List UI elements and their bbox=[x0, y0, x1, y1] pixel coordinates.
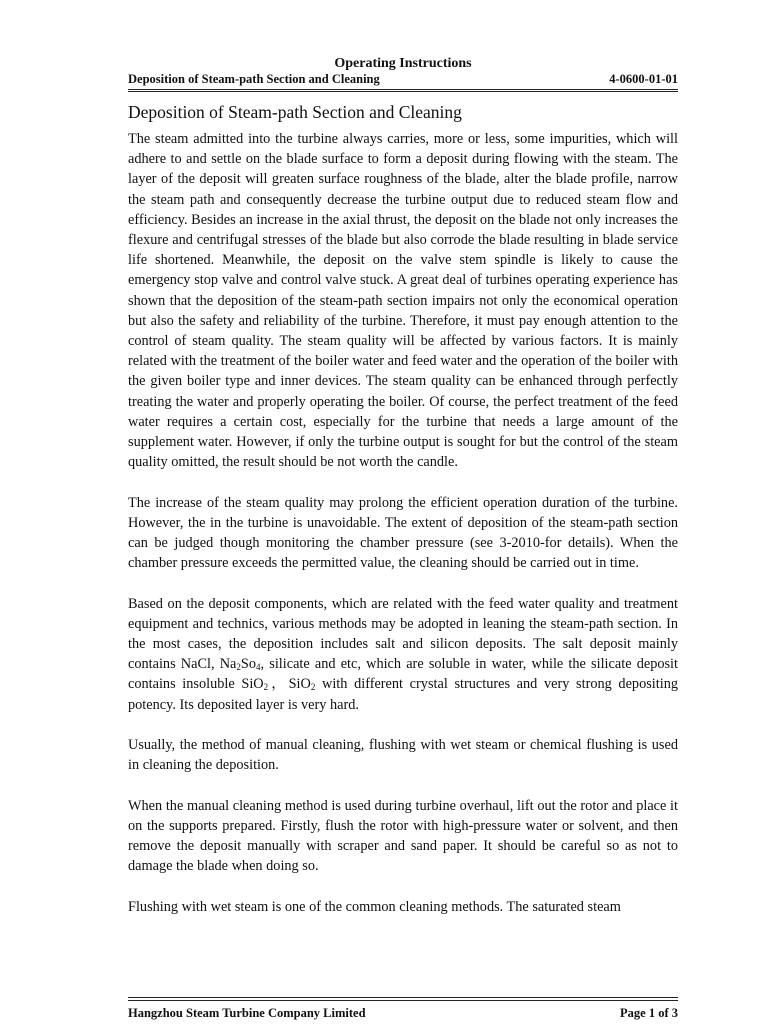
paragraph-5: When the manual cleaning method is used during turbine overhaul, lift out the rotor and place it on the supports prepared. Firstly, flush the rotor with high-pressure water or solvent, and then remove the deposit manually with scraper and sand paper. It should be careful so as not to damage the blade when doing so. bbox=[128, 797, 678, 875]
paragraph-3-text-e: with different crystal structures and very strong depositing potency. Its deposited layer is very hard. bbox=[128, 676, 679, 713]
paragraph-3-text-c: , silicate and etc, which are soluble in water, while the silicate deposit contains insoluble SiO bbox=[128, 656, 679, 693]
footer-page-number: Page 1 of 3 bbox=[620, 1006, 678, 1020]
paragraph-3-text-d: ，SiO bbox=[268, 676, 311, 693]
subscript: 4 bbox=[256, 662, 261, 673]
paragraph-2: The increase of the steam quality may prolong the efficient operation duration of the turbine. However, the in the turbine is unavoidable. The extent of deposition of the steam-path section can be judged though monitoring the chamber pressure (see 3-2010-for details). When the chamber pressure exceeds the permitted value, the cleaning should be carried out in time. bbox=[128, 494, 678, 572]
document-type: Operating Instructions bbox=[334, 56, 472, 71]
header-doc-number: 4-0600-01-01 bbox=[609, 72, 678, 86]
page-title: Deposition of Steam-path Section and Cleaning bbox=[128, 102, 462, 122]
subscript: 2 bbox=[236, 662, 241, 673]
document-body bbox=[128, 101, 678, 917]
page-footer bbox=[128, 1000, 678, 1021]
paragraph-6: Flushing with wet steam is one of the common cleaning methods. The saturated steam bbox=[128, 898, 621, 915]
paragraph-3-text-b: So bbox=[240, 656, 257, 673]
paragraph-1: The steam admitted into the turbine always carries, more or less, some impurities, which will adhere to and settle on the blade surface to form a deposit during flowing with the steam. The layer of the deposit will greaten surface roughness of the blade, alter the blade profile, narrow the steam path and consequently decrease the turbine output due to reduced steam flow and efficiency. Besides an increase in the axial thrust, the deposit on the blade not only increases the flexure and centrifugal stresses of the blade but also corrode the blade resulting in blade service life shortened. Meanwhile, the deposit on the valve stem spindle is likely to cause the emergency stop valve and control valve stuck. A great deal of turbines operating experience has shown that the deposition of the steam-path section impairs not only the economical operation but also the safety and reliability of the turbine. Therefore, it must pay enough attention to the control of steam quality. The steam quality will be affected by various factors. It is mainly related with the treatment of the boiler water and feed water and the operation of the boiler with the given boiler type and inner devices. The steam quality can be enhanced through perfectly treating the water and properly operating the boiler. Of course, the perfect treatment of the feed water requires a certain cost, especially for the turbine that needs a large amount of the supplement water. However, if only the turbine output is sought for but the control of the steam quality omitted, the result should be not worth the candle. bbox=[128, 131, 678, 471]
subscript: 2 bbox=[310, 682, 316, 693]
page-header bbox=[128, 55, 678, 90]
header-row bbox=[128, 72, 678, 90]
paragraph-3-text-a: Based on the deposit components, which are related with the feed water quality and treatment equipment and technics, various methods may be adopted in leaning the steam-path section. In the most cases, the deposition includes salt and silicon deposits. The salt deposit mainly contains NaCl, Na bbox=[128, 595, 678, 673]
footer-company: Hangzhou Steam Turbine Company Limited bbox=[128, 1006, 366, 1020]
paragraph-4: Usually, the method of manual cleaning, flushing with wet steam or chemical flushing is used in cleaning the deposition. bbox=[128, 737, 678, 774]
subscript: 2 bbox=[263, 682, 269, 693]
paragraph-3 bbox=[128, 594, 678, 715]
header-section-title: Deposition of Steam-path Section and Cleaning bbox=[128, 72, 380, 86]
